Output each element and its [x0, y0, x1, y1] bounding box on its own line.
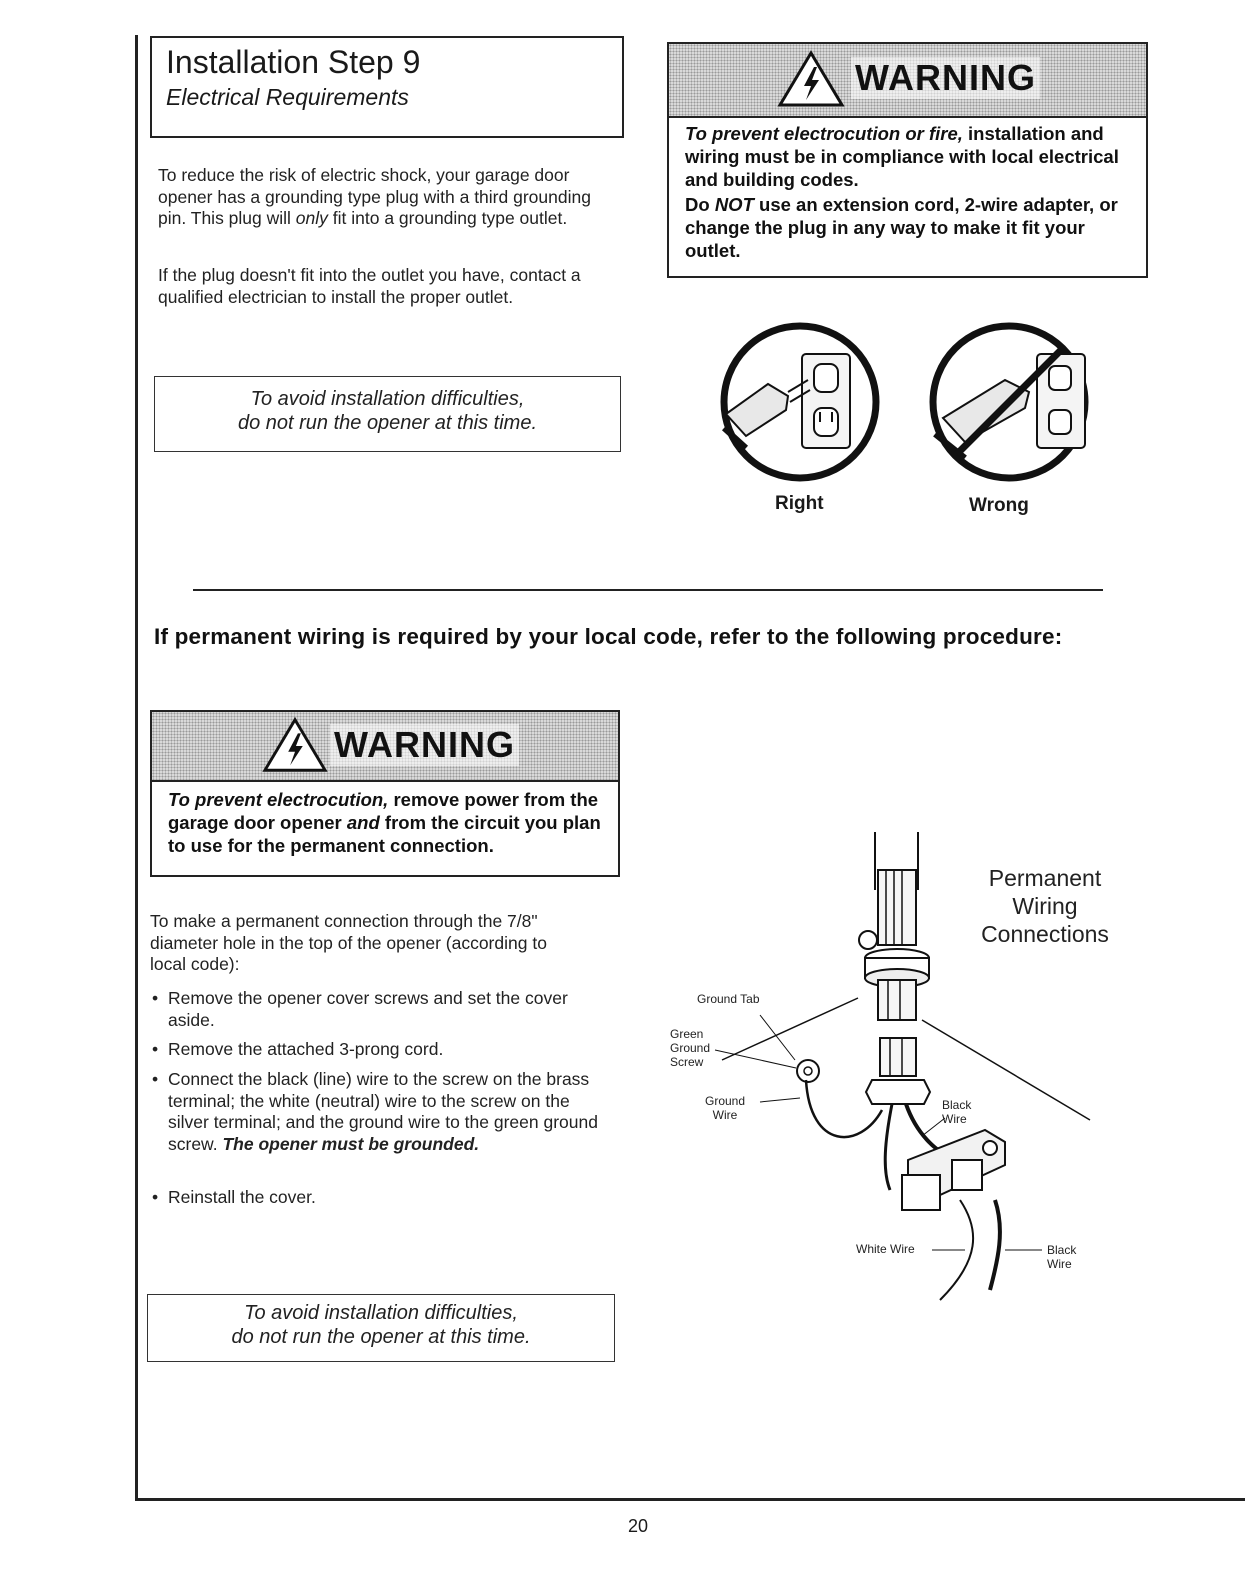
label-green-ground-screw [670, 1027, 710, 1069]
warning-box-2 [150, 710, 620, 877]
bullet-dot: • [152, 1187, 159, 1207]
instruction-bullet-1 [152, 988, 588, 1031]
warning-1-not: NOT [714, 194, 754, 215]
instructions-intro: To make a permanent connection through the 7/8" diameter hole in the top of the opener (according to local code): [150, 911, 547, 974]
warning-2-emphasis-1: To prevent electrocution, [168, 789, 389, 810]
bullet-1-text: Remove the opener cover screws and set the cover aside. [168, 988, 568, 1030]
step-title-box [150, 36, 624, 138]
label-black-lower-1: Black [1047, 1243, 1077, 1257]
warning-2-emphasis-2: and [346, 812, 380, 833]
wiring-title-line-3: Connections [981, 921, 1109, 947]
wiring-title-line-1: Permanent [988, 865, 1102, 891]
electric-hazard-icon [777, 50, 845, 108]
page-subtitle: Electrical Requirements [166, 84, 409, 110]
plug-right-label: Right [775, 493, 824, 514]
intro-text-a: To reduce the risk of electric shock, your garage door opener has a grounding type plug with a third grounding pin. This plug will [158, 165, 591, 228]
intro-paragraph-2: If the plug doesn't fit into the outlet you have, contact a qualified electrician to install the proper outlet. [158, 265, 581, 307]
label-green: Green [670, 1027, 704, 1041]
warning-box-1 [667, 42, 1148, 278]
bullet-dot: • [152, 1039, 159, 1059]
label-ground-tab: Ground Tab [697, 992, 760, 1006]
bullet-dot: • [152, 1069, 159, 1089]
wiring-connections-diagram [660, 830, 1100, 1310]
label-ground-wire-1: Ground [705, 1094, 746, 1108]
notice-2-line-1: To avoid installation difficulties, [244, 1302, 518, 1324]
warning-1-text-2 [685, 193, 1135, 262]
section-divider [193, 589, 1103, 591]
label-screw: Screw [670, 1055, 704, 1069]
label-black-wire-lower [1047, 1243, 1076, 1271]
plug-right-illustration [716, 318, 884, 486]
warning-1-rest: installation and wiring must be in compliance with local electrical and building codes. [685, 123, 1119, 190]
instruction-bullet-4 [152, 1187, 588, 1209]
intro-paragraph-1 [158, 165, 620, 230]
label-ground: Ground [670, 1041, 711, 1055]
warning-1-do: Do [685, 194, 715, 215]
notice-1-line-2: do not run the opener at this time. [237, 412, 538, 434]
warning-2-banner [152, 712, 618, 782]
warning-2-rest-2: from the circuit you plan to use for the permanent connection. [168, 812, 601, 856]
intro-emphasis: only [295, 208, 328, 228]
warning-1-banner [669, 44, 1146, 118]
warning-1-text-1 [685, 122, 1135, 191]
page-left-rule [135, 35, 138, 1500]
page-number: 20 [628, 1516, 649, 1536]
bullet-2-text: Remove the attached 3-prong cord. [168, 1039, 444, 1059]
warning-2-title: WARNING [330, 724, 519, 766]
warning-1-title: WARNING [851, 57, 1040, 99]
bullet-4-text: Reinstall the cover. [168, 1187, 316, 1207]
warning-2-text [168, 788, 608, 857]
label-black-2: Wire [942, 1112, 967, 1126]
instruction-bullet-3 [152, 1069, 606, 1155]
wiring-title-line-2: Wiring [1012, 893, 1078, 919]
bullet-3-text: Connect the black (line) wire to the screw on the brass terminal; the white (neutral) wire to the screw on the silver terminal; and the ground wire to the green ground screw. [168, 1069, 598, 1154]
electric-hazard-icon [262, 716, 328, 774]
notice-2-line-2: do not run the opener at this time. [231, 1326, 531, 1348]
intro-text-b: fit into a grounding type outlet. [327, 208, 568, 228]
bullet-dot: • [152, 988, 159, 1008]
plug-wrong-illustration [925, 318, 1093, 486]
warning-1-emphasis: To prevent electrocution or fire, [685, 123, 963, 144]
warning-1-rest-2: use an extension cord, 2-wire adapter, or change the plug in any way to make it fit your outlet. [685, 194, 1118, 261]
notice-1-line-1: To avoid installation difficulties, [250, 388, 525, 410]
label-ground-wire-2: Wire [712, 1108, 738, 1122]
procedure-heading: If permanent wiring is required by your local code, refer to the following procedure: [154, 624, 1063, 649]
plug-wrong-label: Wrong [969, 495, 1029, 516]
page-title: Installation Step 9 [166, 44, 421, 80]
warning-2-rest-1: remove power from the garage door opener [168, 789, 599, 833]
instruction-bullet-2 [152, 1039, 588, 1061]
label-black-wire-upper [942, 1098, 971, 1126]
notice-box-1 [154, 376, 621, 452]
notice-box-2 [147, 1294, 615, 1362]
label-ground-wire [705, 1094, 745, 1122]
bullet-3-emphasis: The opener must be grounded. [222, 1133, 480, 1154]
label-black-lower-2: Wire [1047, 1257, 1072, 1271]
label-black-1: Black [942, 1098, 972, 1112]
label-white-wire: White Wire [856, 1242, 915, 1256]
page-bottom-rule [135, 1498, 1245, 1501]
